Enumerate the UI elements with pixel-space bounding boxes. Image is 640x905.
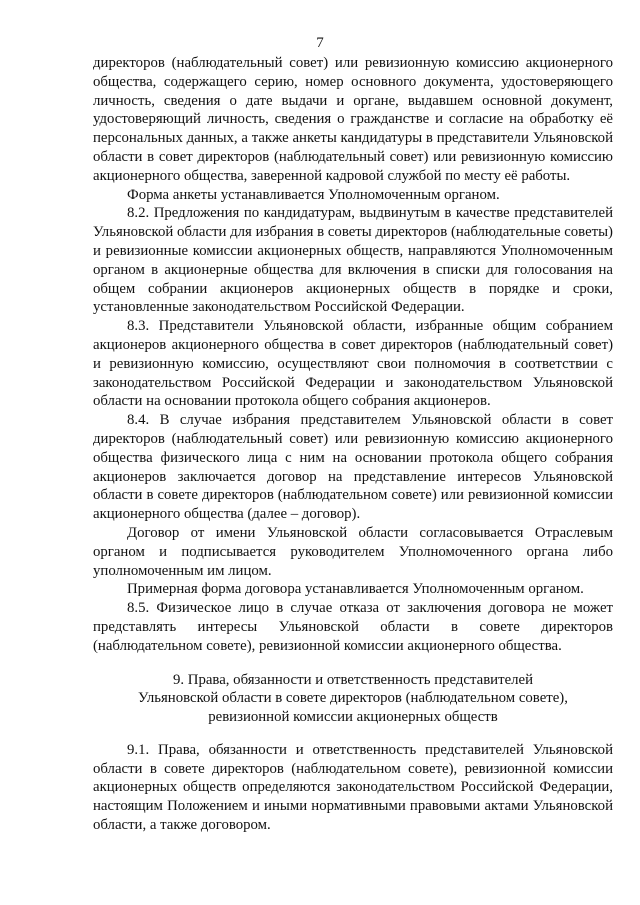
paragraph-8-4: 8.4. В случае избрания представителем Ульяновской области в совет директоров (наблюдательный совет) или ревизионную комиссию акционерного общества физического лица с ним на основании протокола общего собрания акционеров заключается договор на представление интересов Ульяновской области в совете директоров (наблюдательном совете) или ревизионной комиссии акционерного общества (далее – договор). bbox=[93, 412, 613, 523]
document-body bbox=[93, 54, 613, 835]
section-heading-9 bbox=[93, 671, 613, 727]
paragraph-application-details: директоров (наблюдательный совет) или ревизионную комиссию акционерного общества, содержащего серию, номер основного документа, удостоверяющего личность, сведения о дате выдачи и органе, выдавшем основной документ, удостоверяющий личность, сведения о гражданстве и согласие на обработку её персональных данных, а также анкеты кандидатуры в представители Ульяновской области в совет директоров (наблюдательный совет) или ревизионную комиссию акционерного общества, заверенной кадровой службой по месту её работы. bbox=[93, 55, 613, 184]
paragraph-9-1: 9.1. Права, обязанности и ответственность представителей Ульяновской области в совете директоров (наблюдательном совете), ревизионной комиссии акционерных обществ определяются законодательством Российской Федерации, настоящим Положением и иными нормативными правовыми актами Ульяновской области, а также договором. bbox=[93, 741, 613, 834]
paragraph-questionnaire-form: Форма анкеты устанавливается Уполномоченным органом. bbox=[127, 186, 500, 203]
section-heading-line: 9. Права, обязанности и ответственность представителей bbox=[172, 671, 534, 688]
paragraph-contract-approval: Договор от имени Ульяновской области согласовывается Отраслевым органом и подписывается руководителем Уполномоченного органа либо уполномоченным им лицом. bbox=[93, 524, 613, 579]
paragraph-8-3: 8.3. Представители Ульяновской области, избранные общим собранием акционеров акционерного общества в совет директоров (наблюдательный совет) и ревизионную комиссию, осуществляют свои полномочия в соответствии с законодательством Российской Федерации и законодательством Ульяновской области на основании протокола общего собрания акционеров. bbox=[93, 318, 613, 410]
section-heading-line: ревизионной комиссии акционерных обществ bbox=[208, 709, 498, 726]
paragraph-8-5: 8.5. Физическое лицо в случае отказа от заключения договора не может представлять интересы Ульяновской области в совете директоров (наблюдательном совете), ревизионной комиссии акционерного общества. bbox=[93, 600, 613, 654]
page-number: 7 bbox=[316, 35, 324, 51]
paragraph-8-2: 8.2. Предложения по кандидатурам, выдвинутым в качестве представителей Ульяновской области для избрания в советы директоров (наблюдательные советы) и ревизионные комиссии акционерных обществ, направляются Уполномоченным органом в акционерные общества для включения в списки для голосования на общем собрании акционеров акционерных обществ в порядке и сроки, установленные законодательством Российской Федерации. bbox=[93, 205, 613, 316]
paragraph-contract-form: Примерная форма договора устанавливается Уполномоченным органом. bbox=[127, 581, 584, 598]
section-heading-line: Ульяновской области в совете директоров (наблюдательном совете), bbox=[138, 690, 568, 707]
